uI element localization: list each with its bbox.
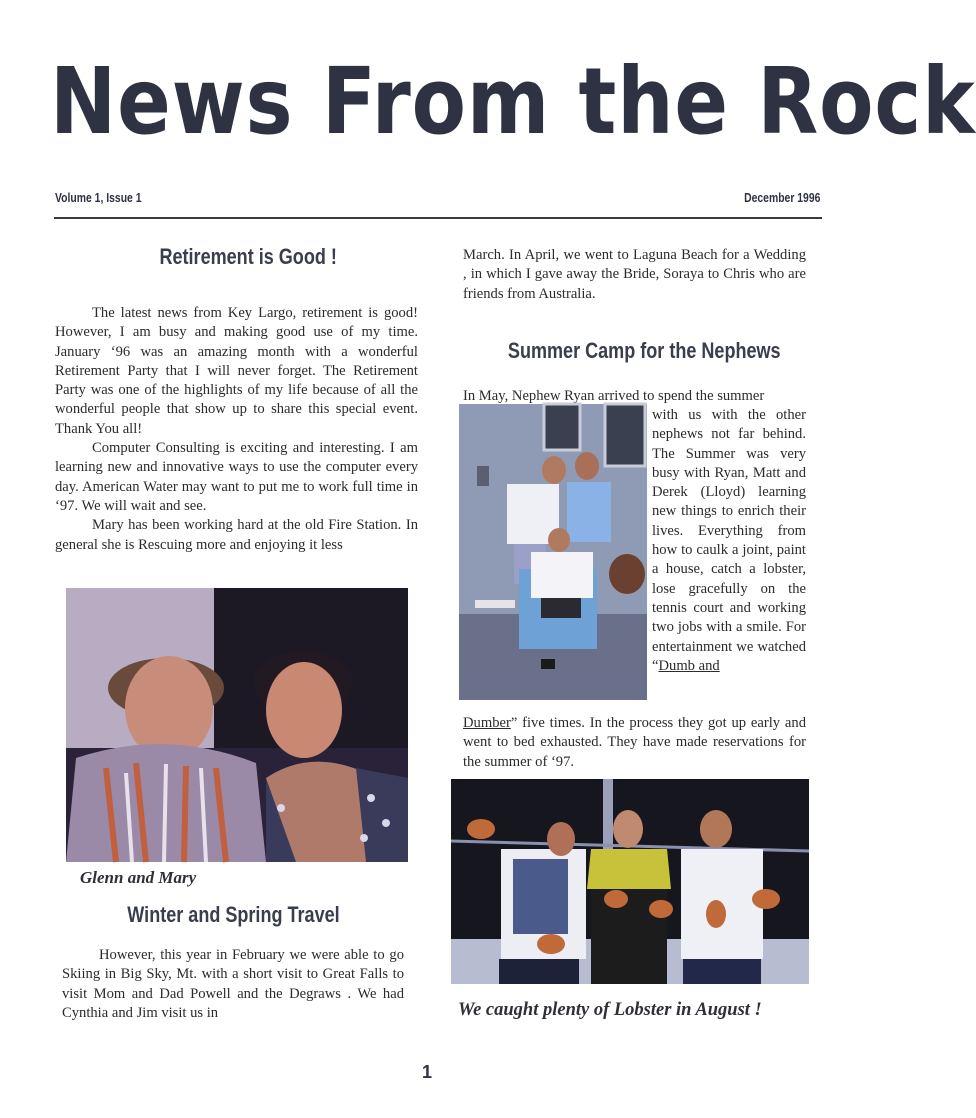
article-retirement-body — [55, 304, 418, 555]
headline-summer-camp: Summer Camp for the Nephews — [507, 338, 781, 363]
photo-lobster — [451, 779, 809, 984]
article-travel-body — [62, 946, 404, 1023]
summer-tail: ” five times. In the process they got up early and went to bed exhausted. They have made reservations for the summer of ‘97. — [463, 715, 806, 770]
header-rule — [54, 217, 822, 219]
movie-title-part2: Dumber — [463, 715, 511, 731]
lobster-photo-image — [451, 779, 809, 984]
summer-body-text: with us with the other nephews not far behind. The Summer was very busy with Ryan, Matt and Derek (Lloyd) learning new things to enrich their lives. Everything from how to caulk a joint, paint a house, catch a lobster, lose gracefully on the tennis court and working two jobs with a smile. For entertainment we watched “ — [652, 407, 806, 674]
summer-lead-line: In May, Nephew Ryan arrived to spend the summer — [463, 388, 765, 404]
summer-tail-text — [463, 714, 806, 772]
movie-title-part1: Dumb and — [658, 657, 720, 674]
issue-date: December 1996 — [743, 190, 820, 205]
caption-lobster: We caught plenty of Lobster in August ! — [458, 1000, 762, 1020]
paragraph — [652, 406, 806, 676]
photo-nephews — [459, 404, 647, 700]
headline-travel: Winter and Spring Travel — [127, 902, 340, 927]
couple-photo-image — [66, 588, 408, 862]
article-travel-continued — [463, 246, 806, 304]
paragraph: Computer Consulting is exciting and interesting. I am learning new and innovative ways to use the computer every day. American Water may want to put me to work full time in ‘97. We will wait and see. — [55, 440, 418, 514]
caption-glenn-and-mary: Glenn and Mary — [80, 868, 197, 887]
summer-wrapped-text — [652, 406, 806, 676]
masthead-title: News From the Rock — [50, 48, 976, 155]
paragraph: The latest news from Key Largo, retirement is good! However, I am busy and making good use of my time. January ‘96 was an amazing month with a wonderful Retirement Party that I will never forget. The Retirement Party was one of the highlights of my life because of all the wonderful people that show up to share this special event. Thank You all! — [55, 305, 418, 437]
paragraph: March. In April, we went to Laguna Beach for a Wedding , in which I gave away the Bride, Soraya to Chris who are friends from Australia. — [463, 247, 806, 302]
paragraph: However, this year in February we were able to go Skiing in Big Sky, Mt. with a short visit to Great Falls to visit Mom and Dad Powell and the Degraws . We had Cynthia and Jim visit us in — [62, 947, 404, 1021]
paragraph: Mary has been working hard at the old Fire Station. In general she is Rescuing more and enjoying it less — [55, 517, 418, 553]
page-number: 1 — [422, 1062, 433, 1082]
headline-retirement: Retirement is Good ! — [159, 244, 337, 269]
nephews-photo-image — [459, 404, 647, 700]
paragraph — [463, 714, 806, 772]
issue-label: Volume 1, Issue 1 — [55, 190, 142, 205]
photo-glenn-and-mary — [66, 588, 408, 862]
